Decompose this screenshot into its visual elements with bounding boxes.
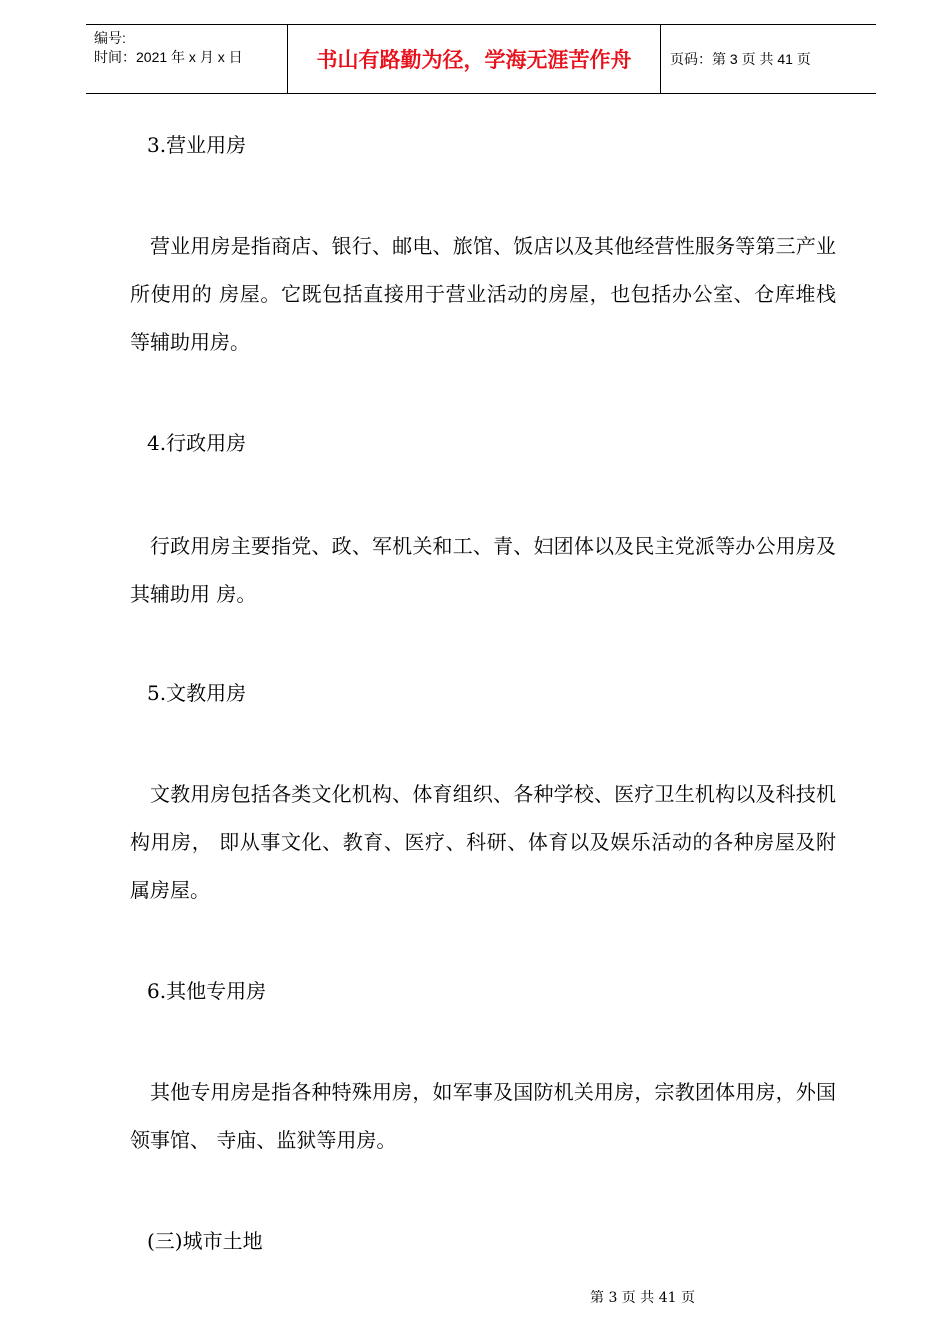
- page-footer: 第 3 页 共 41 页: [590, 1290, 695, 1306]
- section-paragraph: 其他专用房是指各种特殊用房，如军事及国防机关用房，宗教团体用房，外国领事馆、 寺庙、监狱等用房。: [130, 1080, 836, 1152]
- section-heading: (三)城市土地: [147, 1229, 263, 1253]
- section-paragraph: 行政用房主要指党、政、军机关和工、青、妇团体以及民主党派等办公用房及其辅助用 房。: [130, 534, 836, 606]
- header-divider: [660, 25, 661, 93]
- section-heading: 6.其他专用房: [147, 979, 267, 1003]
- header-motto: 书山有路勤为径，学海无涯苦作舟: [316, 48, 632, 72]
- header-page-info: 页码：第 3 页 共 41 页: [670, 51, 811, 67]
- section-heading: 4.行政用房: [147, 431, 247, 455]
- page-header: [86, 24, 876, 94]
- header-time: 时间：2021 年 x 月 x 日: [94, 49, 243, 65]
- section-heading: 3.营业用房: [147, 133, 247, 157]
- header-number-label: 编号:: [94, 30, 126, 46]
- section-heading: 5.文教用房: [147, 681, 247, 705]
- section-paragraph: 文教用房包括各类文化机构、体育组织、各种学校、医疗卫生机构以及科技机构用房， 即从事文化、教育、医疗、科研、体育以及娱乐活动的各种房屋及附属房屋。: [130, 782, 836, 902]
- section-paragraph: 营业用房是指商店、银行、邮电、旅馆、饭店以及其他经营性服务等第三产业所使用的 房屋。它既包括直接用于营业活动的房屋，也包括办公室、仓库堆栈等辅助用房。: [130, 234, 836, 354]
- header-meta: [94, 29, 243, 67]
